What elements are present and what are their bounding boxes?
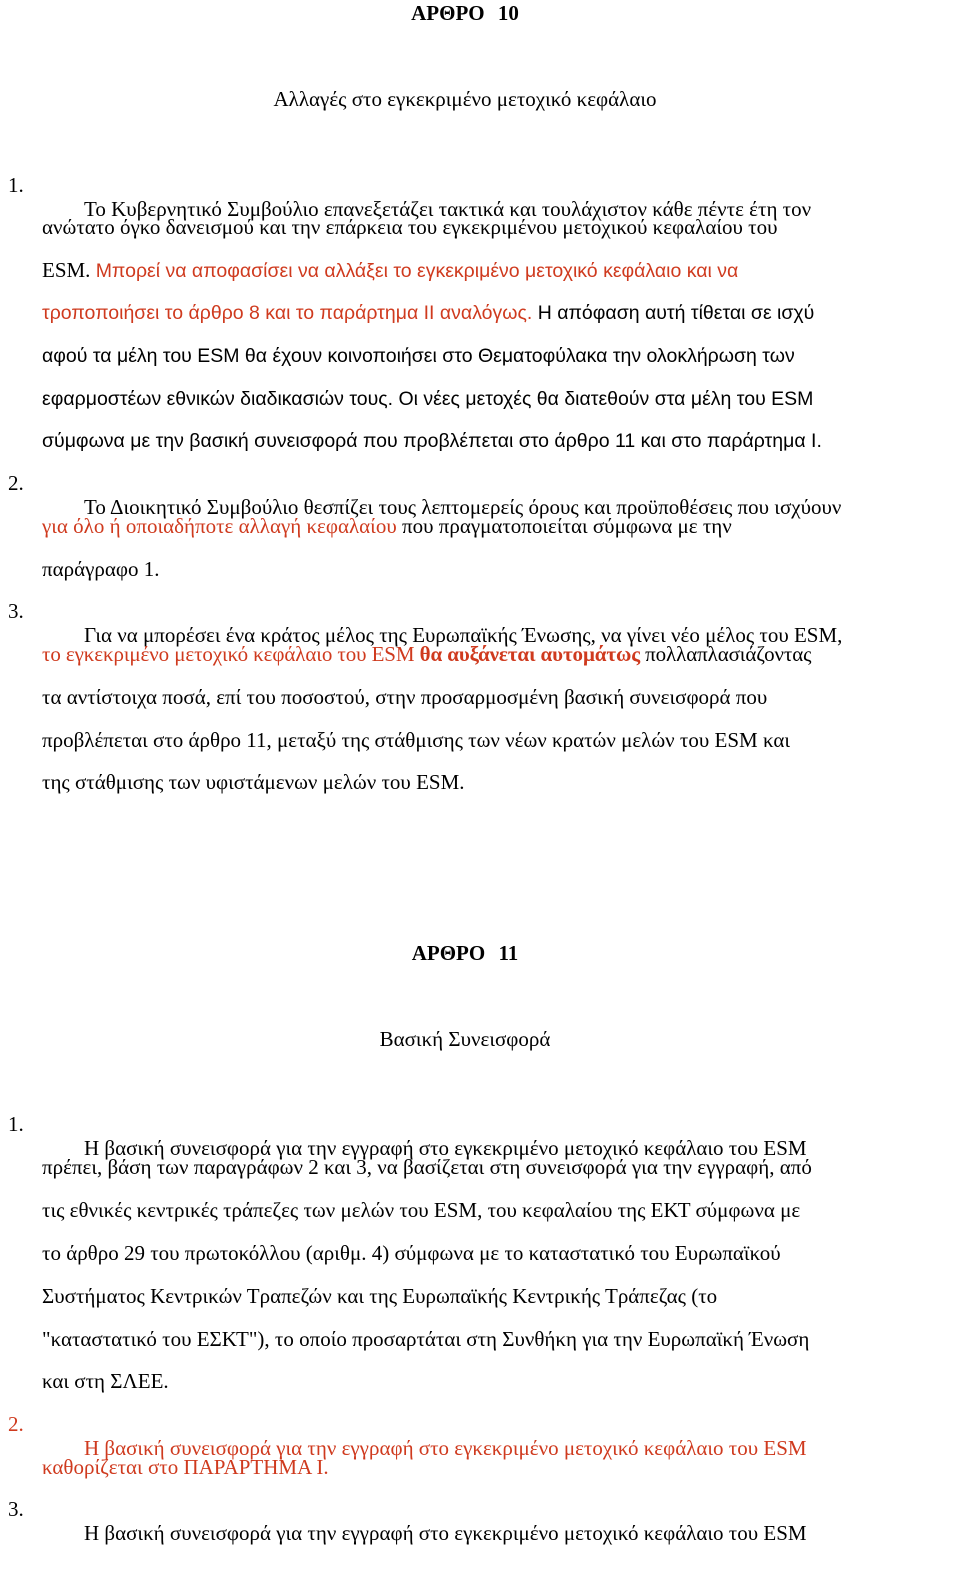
paragraph-line xyxy=(8,471,842,519)
text-segment: πρέπει, βάση των παραγράφων 2 και 3, να βασίζεται στη συνεισφορά για την εγγραφή, από xyxy=(42,1155,812,1179)
text-segment: και στη ΣΛΕΕ. xyxy=(42,1369,169,1393)
text-segment: εφαρμοστέων εθνικών διαδικασιών τους. xyxy=(42,388,394,410)
paragraph-line xyxy=(42,1241,781,1265)
article-heading: ΑΡΘΡΟ 10 xyxy=(411,1,519,25)
article-heading: ΑΡΘΡΟ 11 xyxy=(411,941,519,965)
text-segment: "καταστατικό του ΕΣΚΤ"), το οποίο προσαρτάται στη Συνθήκη για την Ευρωπαϊκή Ένωση xyxy=(42,1327,810,1351)
paragraph-line xyxy=(42,728,790,752)
paragraph-line xyxy=(8,1112,807,1160)
text-segment: τα αντίστοιχα ποσά, επί του ποσοστού, στην προσαρμοσμένη βασική συνεισφορά που xyxy=(42,685,768,709)
highlighted-text: καθορίζεται στο ΠΑΡΑΡΤΗΜΑ Ι. xyxy=(42,1455,329,1479)
paragraph-line xyxy=(8,173,812,221)
text-segment: το άρθρο 29 του πρωτοκόλλου (αριθμ. 4) σύμφωνα με το καταστατικό του Ευρωπαϊκού xyxy=(42,1241,781,1265)
paragraph-line xyxy=(42,514,732,538)
paragraph-line xyxy=(42,1327,809,1351)
article-title: Αλλαγές στο εγκεκριμένο μετοχικό κεφάλαιο xyxy=(273,87,657,111)
highlighted-bold-text: θα αυξάνεται αυτομάτως xyxy=(419,642,640,666)
paragraph-line xyxy=(42,685,767,709)
paragraph-line xyxy=(42,1369,169,1393)
paragraph-number: 3. xyxy=(8,599,24,623)
paragraph-line xyxy=(42,1455,329,1479)
paragraph-line xyxy=(42,770,465,794)
paragraph-line xyxy=(42,428,822,452)
highlighted-text: για όλο ή οποιαδήποτε αλλαγή κεφαλαίου xyxy=(42,514,397,538)
paragraph-line xyxy=(42,1198,800,1222)
highlighted-text: Η βασική συνεισφορά για την εγγραφή στο εγκεκριμένο μετοχικό κεφάλαιο του ESM xyxy=(84,1436,807,1460)
text-segment: ESM. xyxy=(42,258,96,282)
paragraph-line xyxy=(42,343,795,367)
text-segment: Η βασική συνεισφορά για την εγγραφή στο εγκεκριμένο μετοχικό κεφάλαιο του ESM xyxy=(84,1521,807,1545)
text-segment: Το Διοικητικό Συμβούλιο θεσπίζει τους λεπτομερείς όρους και προϋποθέσεις που ισχύουν xyxy=(84,495,842,519)
paragraph-line xyxy=(8,599,843,647)
text-segment: Οι νέες μετοχές θα διατεθούν στα μέλη του ESM xyxy=(393,388,814,410)
paragraph-line xyxy=(8,1412,807,1460)
paragraph-number: 1. xyxy=(8,173,24,197)
text-segment: Συστήματος Κεντρικών Τραπεζών και της Ευρωπαϊκής Κεντρικής Τράπεζας (το xyxy=(42,1284,718,1308)
paragraph-line xyxy=(8,1497,807,1545)
text-segment: προβλέπεται στο άρθρο 11, μεταξύ της στάθμισης των νέων κρατών μελών του ESM και xyxy=(42,728,790,752)
highlighted-text: τροποποιήσει το άρθρο 8 και το παράρτημα ΙΙ αναλόγως. xyxy=(42,302,533,324)
text-segment: τις εθνικές κεντρικές τράπεζες των μελών του ESM, του κεφαλαίου της ΕΚΤ σύμφωνα με xyxy=(42,1198,801,1222)
text-segment: ανώτατο όγκο δανεισμού και την επάρκεια του εγκεκριμένου μετοχικού κεφαλαίου του xyxy=(42,215,778,239)
paragraph-line xyxy=(42,557,159,581)
paragraph-number: 2. xyxy=(8,1412,24,1436)
paragraph-line xyxy=(42,258,738,282)
paragraph-line xyxy=(42,1155,812,1179)
article-title: Βασική Συνεισφορά xyxy=(379,1027,551,1051)
text-segment: πολλαπλασιάζοντας xyxy=(639,642,812,666)
text-segment: Για να μπορέσει ένα κράτος μέλος της Ευρωπαϊκής Ένωσης, να γίνει νέο μέλος του ESM, xyxy=(84,623,843,647)
paragraph-line xyxy=(42,642,811,666)
highlighted-text: το εγκεκριμένο μετοχικό κεφάλαιο του ESM xyxy=(42,642,420,666)
highlighted-text: Μπορεί να αποφασίσει να αλλάξει το εγκεκριμένο μετοχικό κεφάλαιο και να xyxy=(95,260,739,282)
paragraph-line xyxy=(42,215,777,239)
paragraph-number: 3. xyxy=(8,1497,24,1521)
paragraph-line xyxy=(42,1284,717,1308)
paragraph-number: 1. xyxy=(8,1112,24,1136)
text-segment: Το Κυβερνητικό Συμβούλιο επανεξετάζει τακτικά και τουλάχιστον κάθε πέντε έτη τον xyxy=(84,197,812,221)
text-segment: αφού τα μέλη του ESM θα έχουν κοινοποιήσει στο Θεματοφύλακα την ολοκλήρωση των xyxy=(42,345,795,367)
text-segment: Η απόφαση αυτή τίθεται σε ισχύ xyxy=(532,302,815,324)
text-segment: της στάθμισης των υφιστάμενων μελών του ESM. xyxy=(42,770,465,794)
paragraph-number: 2. xyxy=(8,471,24,495)
paragraph-line xyxy=(42,300,814,324)
text-segment: Η βασική συνεισφορά για την εγγραφή στο εγκεκριμένο μετοχικό κεφάλαιο του ESM xyxy=(84,1136,807,1160)
text-segment: παράγραφο 1. xyxy=(42,557,160,581)
text-segment: σύμφωνα με την βασική συνεισφορά που προβλέπεται στο άρθρο 11 και στο παράρτημα Ι. xyxy=(42,430,822,452)
text-segment: που πραγματοποιείται σύμφωνα με την xyxy=(396,514,732,538)
paragraph-line xyxy=(42,386,813,410)
